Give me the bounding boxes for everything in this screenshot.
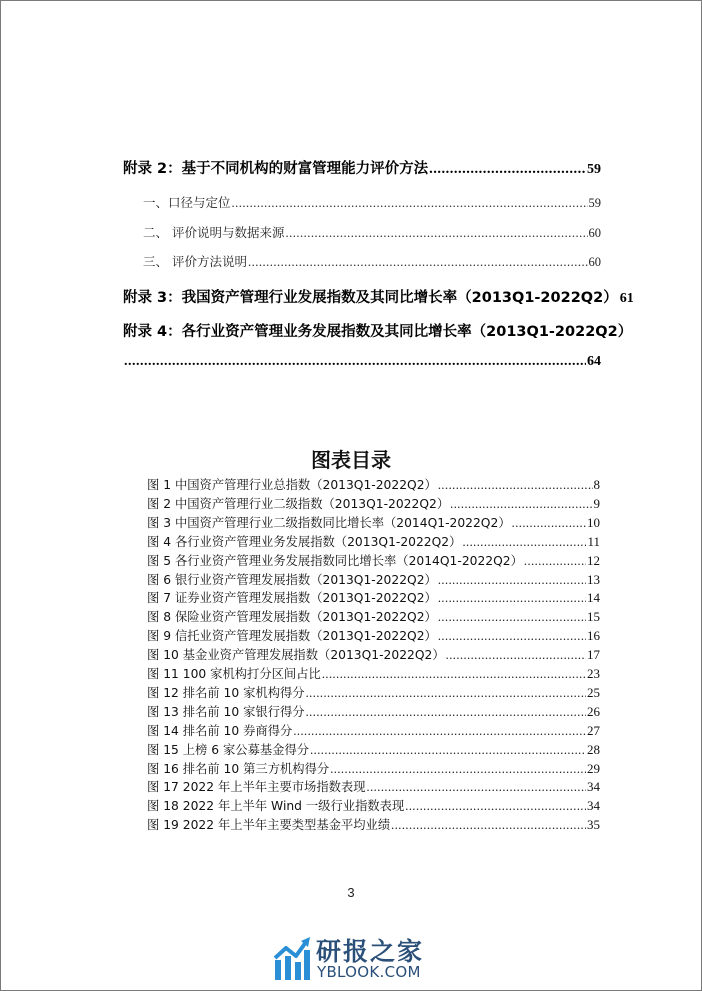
- figure-label: 图 9 信托业资产管理发展指数（2013Q1-2022Q2）: [147, 629, 437, 644]
- figure-label: 图 3 中国资产管理行业二级指数同比增长率（2014Q1-2022Q2）: [147, 515, 511, 530]
- toc-entry-appendix-4[interactable]: [123, 320, 633, 341]
- figure-page: 27: [587, 722, 600, 738]
- figure-label: 图 7 证券业资产管理发展指数（2013Q1-2022Q2）: [147, 591, 437, 606]
- figure-page: 23: [587, 666, 600, 681]
- toc-entry-page: 59: [587, 162, 601, 177]
- figure-label: 图 18 2022 年上半年 Wind 一级行业指数表现: [147, 799, 405, 814]
- dot-leader: [310, 743, 586, 758]
- dot-leader: [450, 497, 592, 512]
- figure-list-item[interactable]: [147, 551, 600, 569]
- figure-label: 图 12 排名前 10 家机构得分: [147, 685, 305, 700]
- dot-leader: [285, 226, 587, 241]
- figure-label: 图 19 2022 年上半年主要类型基金平均业绩: [147, 818, 391, 833]
- figure-page: 17: [587, 647, 600, 663]
- figure-page: 16: [587, 628, 600, 644]
- figure-page: 11: [587, 533, 600, 549]
- dot-leader: [446, 648, 586, 663]
- toc-entry-appendix-3[interactable]: [123, 286, 634, 307]
- toc-entry-appendix-4-leader[interactable]: [123, 354, 601, 370]
- figure-page: 9: [593, 495, 600, 511]
- toc-entry-label: 二、 评价说明与数据来源: [143, 225, 285, 240]
- figure-list-item[interactable]: [147, 683, 600, 701]
- dot-leader: [438, 591, 586, 606]
- dot-leader: [306, 705, 586, 720]
- figure-list-item[interactable]: [147, 475, 600, 493]
- figure-list-item[interactable]: [147, 664, 600, 682]
- figure-label: 图 13 排名前 10 家银行得分: [147, 704, 305, 719]
- figure-list-item[interactable]: [147, 702, 600, 720]
- dot-leader: [438, 573, 586, 588]
- toc-entry-label: 三、 评价方法说明: [143, 254, 247, 269]
- toc-entry-page: 60: [588, 255, 601, 269]
- figure-list-item[interactable]: [147, 570, 600, 588]
- figure-list-item[interactable]: [147, 721, 600, 739]
- toc-subentry[interactable]: [143, 193, 601, 211]
- dot-leader: [391, 818, 586, 833]
- toc-entry-page: 64: [587, 354, 601, 369]
- toc-subentry[interactable]: [143, 223, 601, 241]
- toc-subentry[interactable]: [143, 252, 601, 270]
- figure-list-item[interactable]: [147, 588, 600, 606]
- figure-list-item[interactable]: [147, 740, 600, 758]
- dot-leader: [306, 686, 586, 701]
- dot-leader: [293, 724, 586, 739]
- figure-label: 图 6 银行业资产管理发展指数（2013Q1-2022Q2）: [147, 572, 437, 587]
- watermark-name-cn: 研报之家: [316, 937, 425, 966]
- toc-entry-label: 附录 4：各行业资产管理业务发展指数及其同比增长率（2013Q1-2022Q2）: [123, 324, 633, 340]
- figure-page: 25: [587, 684, 600, 700]
- figure-page: 10: [587, 514, 600, 530]
- figure-label: 图 5 各行业资产管理业务发展指数同比增长率（2014Q1-2022Q2）: [147, 553, 523, 568]
- dot-leader: [248, 255, 588, 270]
- dot-leader: [330, 762, 586, 777]
- figure-page: 34: [587, 779, 600, 795]
- toc-entry-label: 附录 2：基于不同机构的财富管理能力评价方法: [123, 161, 429, 177]
- figure-page: 14: [587, 590, 600, 606]
- figure-list-item[interactable]: [147, 626, 600, 644]
- dot-leader: [438, 478, 593, 493]
- dot-leader: [438, 629, 586, 644]
- figure-label: 图 16 排名前 10 第三方机构得分: [147, 761, 330, 776]
- toc-entry-appendix-2[interactable]: [123, 157, 601, 178]
- figure-page: 12: [587, 552, 600, 568]
- dot-leader: [512, 516, 586, 531]
- page-number: 3: [347, 885, 355, 900]
- figure-list-item[interactable]: [147, 532, 600, 550]
- figure-label: 图 11 100 家机构打分区间占比: [147, 667, 321, 681]
- dot-leader: [322, 667, 586, 682]
- figure-list-item[interactable]: [147, 815, 600, 833]
- figure-page: 35: [587, 817, 600, 833]
- figure-label: 图 10 基金业资产管理发展指数（2013Q1-2022Q2）: [147, 648, 445, 663]
- figure-list-item[interactable]: [147, 796, 600, 814]
- figure-label: 图 14 排名前 10 券商得分: [147, 723, 293, 738]
- figure-list-item[interactable]: [147, 494, 600, 512]
- dot-leader: [438, 610, 586, 625]
- figure-label: 图 1 中国资产管理行业总指数（2013Q1-2022Q2）: [147, 478, 437, 492]
- figure-page: 28: [587, 741, 600, 757]
- figure-page: 29: [587, 760, 600, 776]
- figure-page: 15: [587, 609, 600, 625]
- figure-page: 34: [587, 798, 600, 814]
- dot-leader: [124, 354, 586, 370]
- toc-entry-label: 一、口径与定位: [143, 195, 231, 210]
- figure-page: 13: [587, 571, 600, 587]
- figure-page: 26: [587, 703, 600, 719]
- figure-list-item[interactable]: [147, 607, 600, 625]
- figure-list-item[interactable]: [147, 777, 600, 795]
- figure-list-item[interactable]: [147, 513, 600, 531]
- figure-list-item[interactable]: [147, 645, 600, 663]
- dot-leader: [429, 161, 586, 178]
- watermark-name-en: YBLOOK.COM: [317, 963, 421, 981]
- dot-leader: [524, 554, 586, 569]
- bar-chart-trend-icon: [274, 936, 310, 980]
- figure-label: 图 2 中国资产管理行业二级指数（2013Q1-2022Q2）: [147, 496, 450, 511]
- dot-leader: [462, 535, 586, 550]
- dot-leader: [232, 196, 588, 211]
- watermark-logo: [274, 932, 434, 984]
- toc-entry-page: 59: [588, 196, 601, 210]
- figure-list-title: 图表目录: [311, 448, 391, 472]
- figure-label: 图 15 上榜 6 家公募基金得分: [147, 742, 310, 757]
- toc-entry-page: 60: [588, 226, 601, 240]
- figure-page: 8: [593, 477, 600, 492]
- figure-list-item[interactable]: [147, 759, 600, 777]
- figure-label: 图 17 2022 年上半年主要市场指数表现: [147, 780, 366, 795]
- toc-entry-label: 附录 3：我国资产管理行业发展指数及其同比增长率（2013Q1-2022Q2）: [123, 290, 618, 306]
- dot-leader: [405, 799, 586, 814]
- toc-entry-page: 61: [619, 291, 634, 306]
- dot-leader: [367, 780, 586, 795]
- figure-label: 图 8 保险业资产管理发展指数（2013Q1-2022Q2）: [147, 610, 437, 625]
- figure-label: 图 4 各行业资产管理业务发展指数（2013Q1-2022Q2）: [147, 534, 462, 549]
